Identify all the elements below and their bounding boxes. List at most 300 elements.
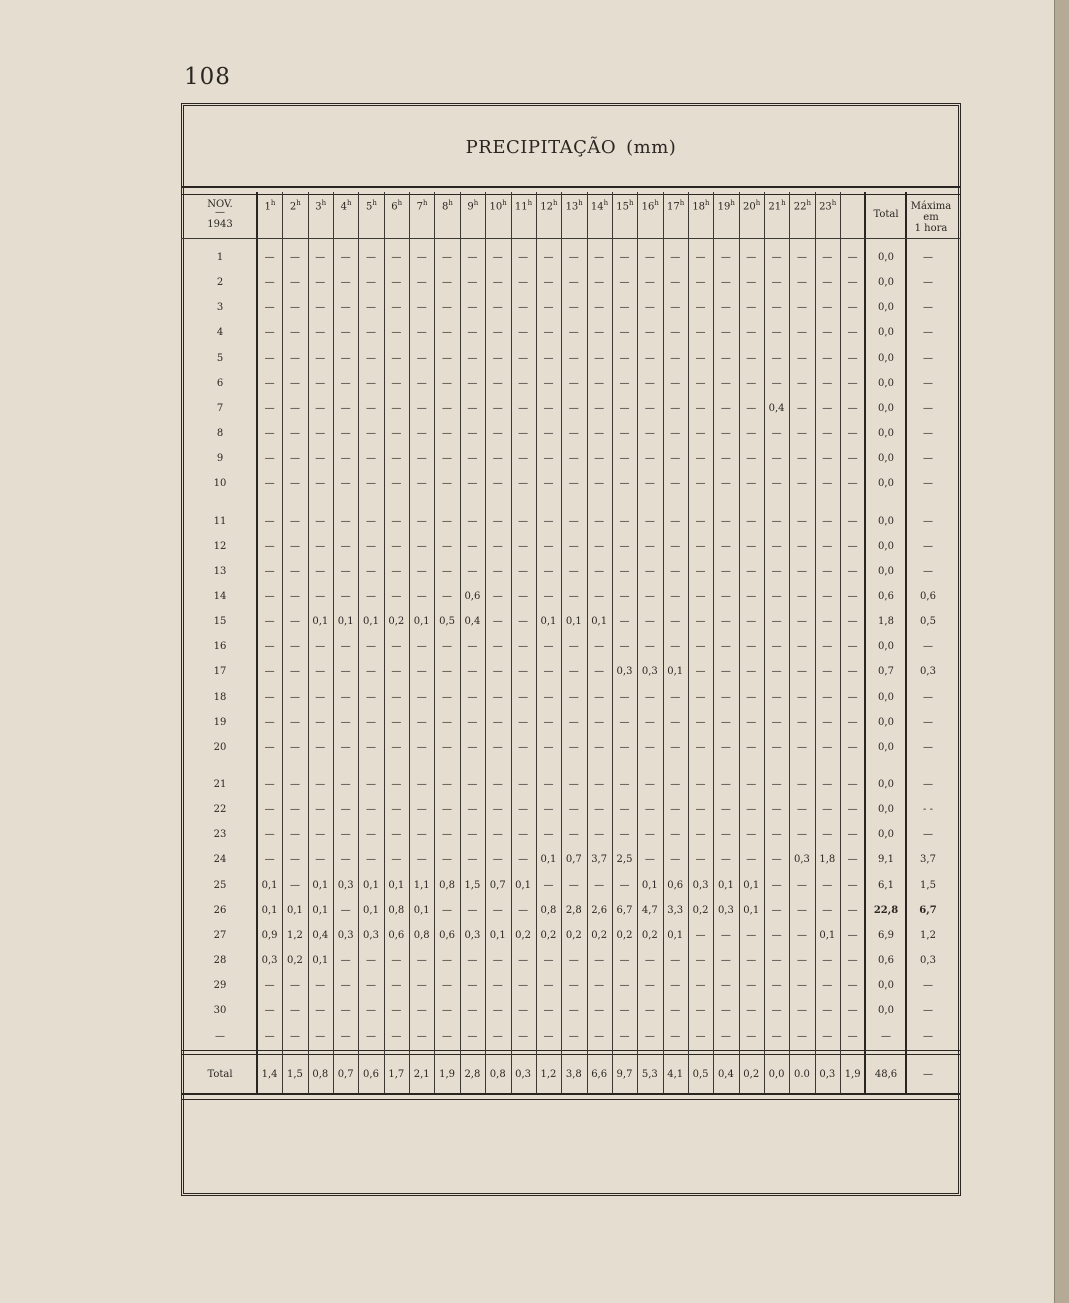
hour-cell: —	[543, 453, 554, 465]
hour-cell: 0,1	[489, 929, 506, 941]
hour-cell: —	[543, 980, 554, 992]
hour-header	[486, 199, 510, 212]
hour-cell: —	[416, 377, 427, 389]
hour-cell: —	[492, 277, 503, 289]
hour-header	[562, 199, 586, 212]
hour-cell: —	[543, 691, 554, 703]
day-label: 13	[213, 565, 227, 577]
day-label: 12	[213, 540, 227, 552]
hour-cell: —	[289, 804, 300, 816]
hour-cell: —	[467, 779, 478, 790]
hour-cell: —	[670, 352, 681, 364]
hour-cell: —	[366, 590, 376, 602]
hour-number: 12	[540, 201, 553, 213]
hour-cell: —	[467, 955, 478, 967]
hour-cell: —	[391, 716, 402, 728]
hour-cell: —	[847, 302, 858, 314]
hour-cell: —	[391, 515, 402, 527]
grand-max: —	[923, 1069, 933, 1080]
hour-cell: —	[670, 252, 681, 263]
hour-cell: —	[391, 277, 402, 289]
hour-cell: —	[746, 779, 757, 790]
hour-cell: —	[796, 616, 807, 628]
hour-cell: —	[289, 302, 300, 314]
hour-cell: —	[771, 854, 782, 866]
hour-cell: —	[366, 565, 376, 577]
day-label: 21	[213, 779, 227, 790]
hour-cell: —	[492, 616, 503, 628]
hour-cell: —	[771, 955, 782, 967]
hour-cell: —	[467, 377, 478, 389]
hour-cell: —	[289, 779, 300, 790]
hour-cell: —	[264, 829, 275, 841]
day-label: 19	[213, 716, 227, 728]
hour-cell: 0,1	[312, 955, 329, 967]
day-max: —	[923, 829, 933, 841]
hour-cell: —	[366, 779, 376, 790]
day-total: 0,0	[878, 453, 894, 465]
hour-cell: —	[670, 641, 681, 653]
hour-cell: —	[366, 478, 376, 490]
hour-header	[410, 199, 434, 212]
hour-cell: —	[543, 478, 554, 490]
hour-cell: —	[847, 1005, 858, 1017]
hour-total-cell: 0,3	[819, 1069, 836, 1080]
hour-cell: —	[416, 590, 427, 602]
hour-header	[283, 199, 307, 212]
hour-cell: —	[315, 641, 326, 653]
hour-header	[714, 199, 738, 212]
hour-cell: —	[594, 641, 605, 653]
hour-cell: —	[568, 691, 579, 703]
hour-cell: —	[518, 741, 529, 753]
header-dash: —	[215, 207, 225, 218]
hour-cell: —	[644, 829, 655, 841]
hour-cell: —	[594, 453, 605, 465]
hour-cell: —	[391, 854, 402, 866]
hour-cell: —	[366, 453, 376, 465]
hour-cell: —	[416, 716, 427, 728]
hour-cell: —	[568, 779, 579, 790]
day-total: 0,0	[878, 428, 894, 440]
hour-cell: —	[822, 252, 833, 263]
hour-cell: —	[594, 1005, 605, 1017]
hour-cell: —	[568, 666, 579, 678]
hour-cell: —	[467, 478, 478, 490]
hour-cell: —	[746, 453, 757, 465]
hour-cell: —	[467, 1030, 478, 1042]
hour-cell: —	[442, 666, 453, 678]
hour-cell: —	[670, 779, 681, 790]
hour-cell: —	[442, 565, 453, 577]
hour-cell: —	[847, 252, 858, 263]
hour-cell: —	[366, 1030, 376, 1042]
hour-cell: —	[264, 741, 275, 753]
hour-cell: —	[492, 904, 503, 916]
hour-cell: —	[340, 955, 351, 967]
hour-cell: —	[644, 252, 655, 263]
hour-header	[359, 199, 383, 212]
hour-cell: —	[594, 402, 605, 414]
hour-cell: —	[619, 252, 630, 263]
hour-cell: —	[644, 641, 655, 653]
hour-cell: —	[771, 428, 782, 440]
hour-total-cell: 0,3	[515, 1069, 532, 1080]
hour-cell: 0,1	[743, 904, 760, 916]
hour-cell: —	[289, 590, 300, 602]
hour-total-cell: 0,2	[743, 1069, 760, 1080]
hour-cell: —	[289, 277, 300, 289]
hour-number: 13	[565, 201, 579, 213]
hour-cell: —	[594, 302, 605, 314]
hour-cell: —	[543, 955, 554, 967]
hour-cell: —	[822, 980, 833, 992]
hour-cell: —	[771, 804, 782, 816]
hour-header	[537, 199, 561, 212]
hour-number: 6	[391, 201, 398, 213]
hour-total-cell: 2,8	[464, 1069, 481, 1080]
day-max: —	[923, 565, 933, 577]
day-total: 0,0	[878, 478, 894, 490]
hour-cell: —	[416, 804, 427, 816]
hour-cell: 0,6	[388, 929, 405, 941]
hour-suffix: h	[730, 199, 735, 207]
hour-cell: —	[720, 691, 731, 703]
hour-cell: —	[366, 540, 376, 552]
hour-cell: —	[340, 741, 351, 753]
day-max: 1,2	[920, 929, 936, 941]
hour-cell: —	[771, 1030, 782, 1042]
hour-cell: —	[289, 980, 300, 992]
day-max: —	[923, 277, 933, 289]
hour-cell: —	[264, 716, 275, 728]
hour-cell: —	[847, 904, 858, 916]
hour-cell: —	[568, 428, 579, 440]
hour-cell: —	[416, 428, 427, 440]
hour-header	[588, 199, 612, 212]
hour-cell: 2,8	[565, 904, 582, 916]
hour-cell: 0,1	[565, 616, 582, 628]
hour-cell: —	[366, 377, 376, 389]
hour-cell: —	[594, 478, 605, 490]
hour-cell: —	[670, 1005, 681, 1017]
hour-cell: —	[619, 515, 630, 527]
hour-cell: —	[518, 565, 529, 577]
hour-cell: —	[847, 716, 858, 728]
hour-cell: —	[619, 540, 630, 552]
hour-total-cell: 2,1	[413, 1069, 430, 1080]
day-label: 30	[213, 1005, 227, 1017]
hour-cell: 0,1	[515, 879, 532, 891]
hour-cell: —	[644, 515, 655, 527]
hour-cell: —	[720, 929, 731, 941]
day-label: 5	[216, 352, 224, 364]
hour-cell: —	[822, 641, 833, 653]
hour-cell: —	[619, 691, 630, 703]
hour-cell: —	[543, 741, 554, 753]
hour-cell: —	[771, 980, 782, 992]
hour-header	[765, 199, 789, 212]
hour-cell: —	[315, 565, 326, 577]
hour-cell: —	[847, 478, 858, 490]
hour-cell: 0,1	[312, 616, 329, 628]
hour-cell: —	[340, 590, 351, 602]
hour-cell: —	[771, 691, 782, 703]
hour-cell: —	[264, 804, 275, 816]
day-max: —	[923, 1030, 933, 1042]
hour-cell: —	[264, 352, 275, 364]
hour-cell: —	[442, 779, 453, 790]
hour-cell: —	[619, 478, 630, 490]
hour-cell: —	[391, 804, 402, 816]
hour-cell: —	[594, 955, 605, 967]
hour-cell: —	[492, 252, 503, 263]
hour-cell: —	[492, 540, 503, 552]
hour-cell: —	[391, 590, 402, 602]
hour-cell: 0,1	[540, 854, 557, 866]
day-total: 0,0	[878, 377, 894, 389]
hour-cell: —	[416, 854, 427, 866]
hour-cell: 0,3	[337, 879, 354, 891]
hour-total-cell: 0,8	[312, 1069, 329, 1080]
hour-cell: —	[720, 716, 731, 728]
hour-cell: —	[315, 666, 326, 678]
day-label: 15	[213, 616, 227, 628]
hour-cell: —	[467, 980, 478, 992]
hour-cell: —	[442, 691, 453, 703]
hour-cell: —	[518, 453, 529, 465]
hour-cell: —	[594, 428, 605, 440]
hour-cell: 0,2	[641, 929, 658, 941]
hour-total-cell: 6,6	[591, 1069, 608, 1080]
hour-number: 14	[590, 201, 604, 213]
hour-cell: —	[442, 428, 453, 440]
hour-cell: —	[720, 1005, 731, 1017]
hour-cell: —	[619, 641, 630, 653]
hour-cell: —	[543, 428, 554, 440]
hour-cell: —	[746, 929, 757, 941]
hour-cell: —	[492, 402, 503, 414]
hour-cell: —	[391, 955, 402, 967]
hour-cell: —	[442, 478, 453, 490]
hour-cell: —	[416, 453, 427, 465]
hour-cell: —	[264, 428, 275, 440]
hour-suffix: h	[527, 199, 533, 207]
hour-cell: —	[746, 590, 757, 602]
hour-cell: —	[695, 1030, 706, 1042]
hour-number: 20	[743, 201, 756, 213]
hour-cell: —	[264, 302, 275, 314]
hour-total-cell: 0.0	[793, 1069, 810, 1080]
hour-cell: —	[670, 565, 681, 577]
hour-cell: —	[796, 691, 807, 703]
hour-cell: —	[670, 515, 681, 527]
hour-cell: —	[264, 277, 275, 289]
hour-suffix: h	[603, 199, 609, 207]
hour-cell: —	[289, 716, 300, 728]
day-max: —	[923, 377, 933, 389]
hour-cell: —	[492, 453, 503, 465]
hour-cell: —	[391, 252, 402, 263]
hour-cell: —	[340, 428, 351, 440]
hour-cell: —	[568, 565, 579, 577]
day-max: 0,3	[920, 666, 936, 678]
hour-cell: —	[543, 590, 554, 602]
hour-cell: —	[467, 352, 478, 364]
hour-cell: —	[847, 453, 858, 465]
hour-cell: —	[568, 402, 579, 414]
hour-cell: —	[746, 428, 757, 440]
hour-cell: —	[340, 666, 351, 678]
hour-header	[334, 199, 358, 212]
day-max: —	[923, 478, 933, 490]
hour-cell: —	[264, 478, 275, 490]
hour-cell: —	[822, 478, 833, 490]
hour-cell: —	[391, 377, 402, 389]
hour-cell: —	[391, 980, 402, 992]
hour-cell: —	[518, 428, 529, 440]
hour-cell: —	[366, 691, 376, 703]
hour-cell: —	[594, 716, 605, 728]
hour-cell: —	[467, 904, 478, 916]
hour-cell: —	[568, 327, 579, 339]
hour-cell: —	[315, 327, 326, 339]
hour-cell: —	[366, 327, 376, 339]
hour-header	[740, 199, 764, 212]
hour-cell: —	[771, 590, 782, 602]
hour-cell: 0,3	[464, 929, 481, 941]
hour-cell: 0,1	[667, 929, 684, 941]
hour-cell: —	[822, 955, 833, 967]
hour-cell: —	[619, 402, 630, 414]
hour-cell: —	[315, 302, 326, 314]
hour-cell: —	[695, 428, 706, 440]
hour-number: 8	[441, 201, 449, 213]
header-max-line2: em	[923, 212, 939, 223]
hour-cell: —	[796, 955, 807, 967]
hour-cell: —	[442, 352, 453, 364]
hour-cell: —	[391, 741, 402, 753]
hour-cell: —	[492, 327, 503, 339]
hour-cell: —	[670, 741, 681, 753]
hour-cell: —	[594, 804, 605, 816]
hour-cell: —	[822, 741, 833, 753]
hour-cell: —	[619, 879, 630, 891]
hour-cell: —	[518, 829, 529, 841]
hour-suffix: h	[502, 199, 507, 207]
hour-cell: —	[746, 402, 757, 414]
hour-cell: —	[416, 478, 427, 490]
hour-total-cell: 3,8	[565, 1069, 582, 1080]
hour-cell: —	[289, 327, 300, 339]
day-total: 0,7	[878, 666, 894, 678]
hour-cell: —	[796, 402, 807, 414]
hour-cell: —	[796, 277, 807, 289]
hour-cell: —	[644, 1005, 655, 1017]
hour-cell: —	[746, 616, 757, 628]
hour-header	[309, 199, 333, 212]
hour-cell: —	[822, 377, 833, 389]
hour-cell: —	[771, 929, 782, 941]
hour-cell: —	[340, 327, 351, 339]
hour-total-cell: 0,4	[717, 1069, 734, 1080]
hour-cell: —	[594, 590, 605, 602]
hour-suffix: h	[831, 199, 837, 207]
hour-cell: —	[442, 904, 453, 916]
hour-cell: —	[391, 352, 402, 364]
day-total: 0,0	[878, 327, 894, 339]
hour-cell: —	[391, 829, 402, 841]
hour-number: 11	[514, 201, 528, 213]
hour-cell: —	[391, 1005, 402, 1017]
hour-cell: —	[315, 741, 326, 753]
day-total: 0,0	[878, 804, 894, 816]
hour-cell: —	[568, 716, 579, 728]
hour-cell: 0,3	[261, 955, 278, 967]
hour-cell: —	[720, 590, 731, 602]
hour-cell: —	[619, 741, 630, 753]
hour-cell: —	[416, 565, 427, 577]
hour-cell: —	[416, 980, 427, 992]
hour-cell: —	[847, 879, 858, 891]
hour-cell: —	[670, 428, 681, 440]
hour-cell: —	[289, 352, 300, 364]
hour-cell: 0,7	[565, 854, 582, 866]
hour-cell: —	[746, 980, 757, 992]
hour-cell: 0,3	[717, 904, 734, 916]
hour-cell: —	[442, 641, 453, 653]
hour-cell: 0,3	[363, 929, 379, 941]
hour-total-cell: 1,4	[261, 1069, 278, 1080]
hour-cell: —	[391, 428, 402, 440]
hour-cell: —	[670, 691, 681, 703]
day-label: 7	[216, 402, 224, 414]
day-max: —	[923, 691, 933, 703]
hour-cell: 0,1	[540, 616, 557, 628]
hour-cell: —	[315, 428, 326, 440]
hour-cell: —	[467, 1005, 478, 1017]
hour-cell: —	[467, 741, 478, 753]
hour-cell: 0,4	[768, 402, 785, 414]
hour-cell: —	[442, 741, 453, 753]
hour-cell: —	[568, 829, 579, 841]
day-label: 8	[216, 428, 224, 440]
day-total: 0,0	[878, 779, 894, 790]
hour-cell: —	[518, 377, 529, 389]
hour-cell: —	[594, 779, 605, 790]
hour-cell: —	[695, 565, 706, 577]
hour-cell: —	[695, 352, 706, 364]
hour-cell: —	[847, 327, 858, 339]
hour-suffix: h	[321, 199, 327, 207]
day-max: - -	[923, 804, 933, 816]
hour-cell: 0,7	[489, 879, 506, 891]
hour-cell: —	[619, 277, 630, 289]
hour-cell: —	[543, 1005, 554, 1017]
hour-cell: 0,1	[363, 879, 379, 891]
hour-cell: —	[847, 980, 858, 992]
hour-cell: —	[492, 666, 503, 678]
day-total: 6,9	[878, 929, 894, 941]
hour-cell: —	[492, 716, 503, 728]
hour-cell: —	[619, 980, 630, 992]
hour-cell: —	[442, 453, 453, 465]
day-total: 0,0	[878, 641, 894, 653]
hour-cell: —	[366, 741, 376, 753]
hour-cell: —	[568, 302, 579, 314]
hour-cell: —	[619, 955, 630, 967]
hour-cell: —	[518, 980, 529, 992]
